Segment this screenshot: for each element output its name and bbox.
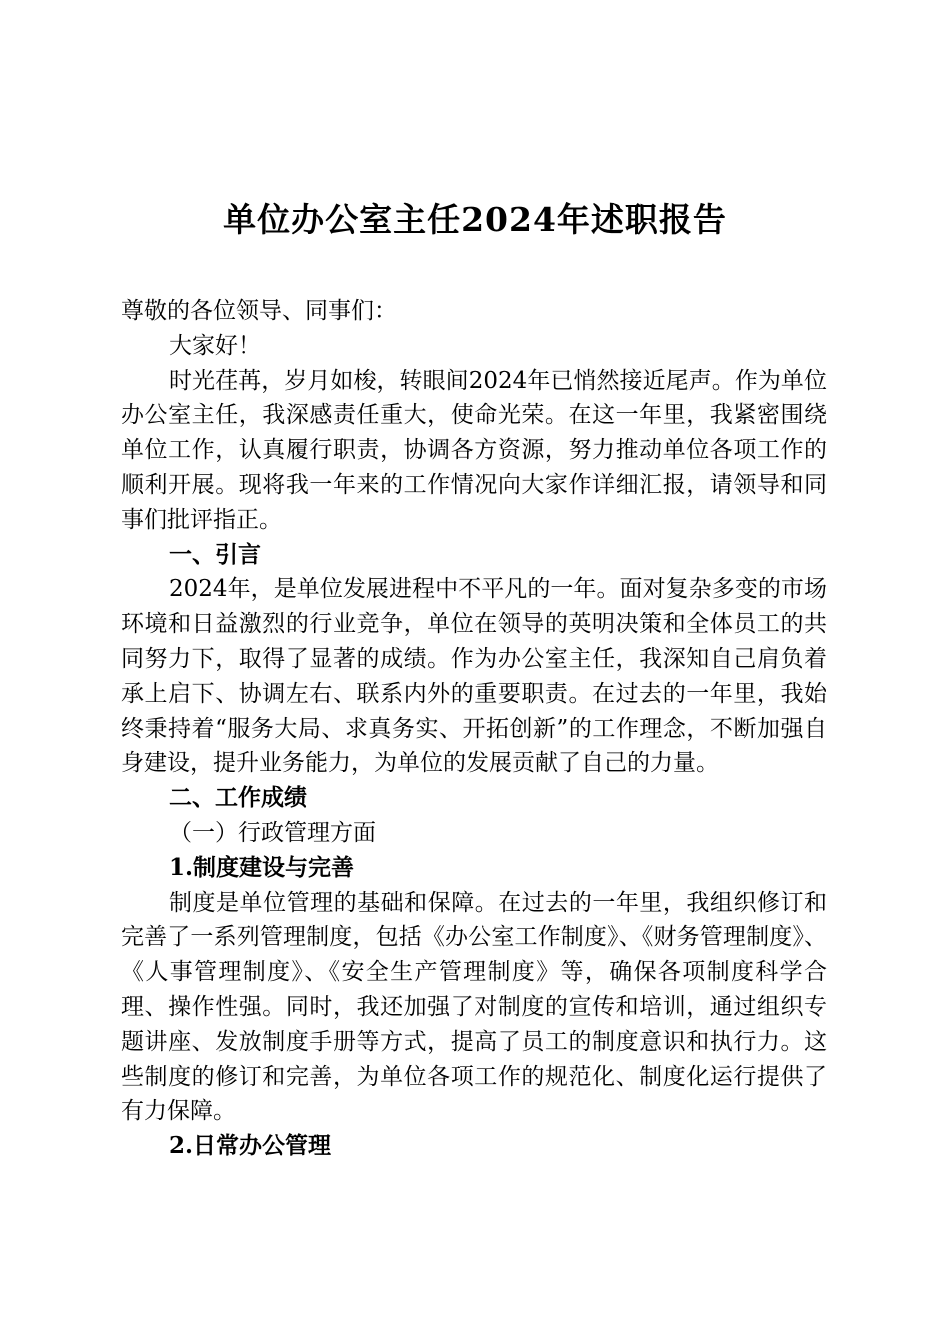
intro-paragraph: 时光荏苒，岁月如梭，转眼间2024年已悄然接近尾声。作为单位办公室主任，我深感责任重大，使命光荣。在这一年里，我紧密围绕单位工作，认真履行职责，协调各方资源，努力推动单位各项工作的顺利开展。现将我一年来的工作情况向大家作详细汇报，请领导和同事们批评指正。 bbox=[121, 367, 827, 533]
subsection-heading-administration: （一）行政管理方面 bbox=[169, 819, 376, 846]
document-body bbox=[121, 294, 827, 1164]
document-title: 单位办公室主任2024年述职报告 bbox=[223, 200, 727, 239]
item-heading-daily-office: 2.日常办公管理 bbox=[169, 1132, 332, 1160]
item-paragraph-system-building: 制度是单位管理的基础和保障。在过去的一年里，我组织修订和完善了一系列管理制度，包括《办公室工作制度》、《财务管理制度》、《人事管理制度》、《安全生产管理制度》等，确保各项制度科学合理、操作性强。同时，我还加强了对制度的宣传和培训，通过组织专题讲座、发放制度手册等方式，提高了员工的制度意识和执行力。这些制度的修订和完善，为单位各项工作的规范化、制度化运行提供了有力保障。 bbox=[121, 889, 827, 1125]
section-heading-introduction: 一、引言 bbox=[169, 540, 261, 568]
item-heading-system-building: 1.制度建设与完善 bbox=[169, 853, 355, 881]
salutation: 尊敬的各位领导、同事们： bbox=[121, 298, 397, 324]
section-heading-achievements: 二、工作成绩 bbox=[169, 784, 307, 812]
greeting: 大家好！ bbox=[169, 332, 261, 359]
section-paragraph-introduction: 2024年，是单位发展进程中不平凡的一年。面对复杂多变的市场环境和日益激烈的行业竞争，单位在领导的英明决策和全体员工的共同努力下，取得了显著的成绩。作为办公室主任，我深知自己肩负着承上启下、协调左右、联系内外的重要职责。在过去的一年里，我始终秉持着“服务大局、求真务实、开拓创新”的工作理念，不断加强自身建设，提升业务能力，为单位的发展贡献了自己的力量。 bbox=[121, 576, 827, 777]
